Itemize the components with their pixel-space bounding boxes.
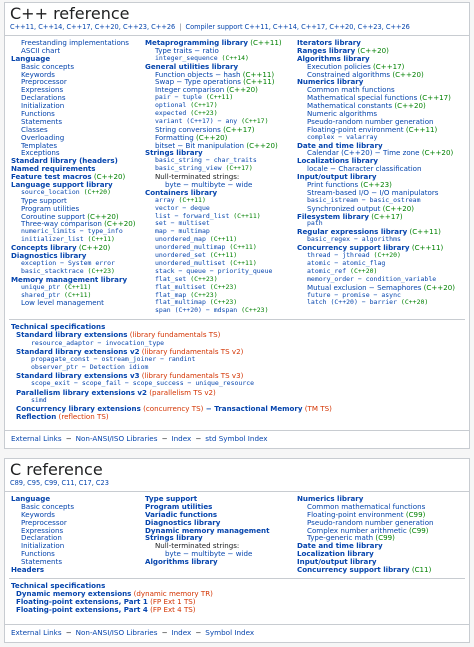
standard-version-badge: (C++23) [237, 306, 269, 315]
c-title: C reference [10, 460, 103, 479]
link-text: Formatting [155, 132, 194, 142]
link-text: Iterators library [297, 39, 361, 47]
standard-version-badge: (C++11) [229, 211, 261, 220]
standard-version-badge: (C++20) [85, 211, 119, 221]
link-text: span (C++20) − mdspan [155, 306, 238, 315]
c-column-1 [11, 495, 145, 574]
footer-link-std-symbol-index[interactable]: std Symbol Index [205, 434, 268, 443]
link-text: Standard library (headers) [11, 156, 118, 166]
link-concurrency-support-library[interactable] [297, 566, 469, 574]
c-columns [5, 492, 469, 574]
link-text: basic_istream − basic_ostream [307, 195, 421, 204]
link-text: Initialization [21, 541, 65, 551]
standard-version-badge: (C++20) [397, 298, 429, 307]
link-text: flat_multiset [155, 282, 206, 291]
link-text: variant (C++17) − any [155, 116, 238, 125]
link-text: flat_map [155, 290, 187, 299]
link-text: Calendar (C++20) − Time zone [307, 148, 420, 158]
link-text: Concurrency support library [297, 243, 410, 253]
link-text: future − promise − async [307, 290, 401, 299]
link-text: Print functions [307, 180, 359, 190]
spec-extra-link[interactable]: − Transactional Memory [203, 404, 303, 414]
ts-badge: (reflection TS) [56, 412, 109, 422]
link-text: Execution policies [307, 61, 371, 71]
cpp-column-2 [145, 39, 297, 315]
link-span-c-20-mdspan[interactable] [145, 307, 297, 315]
link-text: Date and time library [297, 541, 383, 551]
link-algorithms-library[interactable] [145, 558, 297, 566]
spec-text: Parallelism library extensions v2 [16, 387, 147, 397]
link-text: Statements [21, 557, 63, 567]
link-text: Program utilities [21, 203, 80, 213]
link-text: exception − System error [21, 258, 115, 267]
spec-text: Technical specifications [11, 580, 106, 590]
link-text: Type support [21, 195, 67, 205]
standard-version-badge: (C++20) [101, 219, 136, 229]
link-text: Memory management library [11, 274, 128, 284]
c-footer [5, 624, 469, 642]
footer-link-non-ansi-iso-libraries[interactable]: Non-ANSI/ISO Libraries [75, 628, 158, 637]
link-text: memory_order − condition_variable [307, 274, 437, 283]
link-text: Concurrency support library [297, 565, 410, 574]
link-text: unordered_multiset [155, 258, 226, 267]
standard-version-badge: (C++20) [193, 132, 228, 142]
link-text: Input/output library [297, 557, 377, 567]
link-text: Common math functions [307, 85, 395, 95]
standard-version-badge: (C++20) [419, 148, 454, 158]
footer-link-index[interactable]: Index [171, 434, 192, 443]
standard-version-badge: (C++23) [186, 290, 218, 299]
spec-text: Concurrency library extensions [16, 404, 141, 414]
standard-version-badge: (C++17) [417, 93, 451, 103]
footer-link-index[interactable]: Index [171, 628, 192, 637]
standard-version-badge: (C++20) [224, 85, 258, 95]
cpp-technical-specifications [5, 320, 469, 423]
spec-text: scope_exit − scope_fail − scope_success − unique_resource [31, 379, 255, 388]
footer-link-external-links[interactable]: External Links [11, 628, 62, 637]
link-text: Swap − Type operations [155, 77, 241, 87]
standard-version-badge: (C++11) [409, 243, 444, 253]
link-text: Headers [11, 565, 45, 574]
link-text: unordered_multimap [155, 243, 226, 252]
standard-version-badge: (C++23) [358, 180, 392, 190]
footer-separator: − [65, 434, 72, 443]
link-text: unordered_map [155, 235, 206, 244]
link-text: Named requirements [11, 164, 96, 174]
link-text: Variadic functions [145, 509, 218, 519]
link-text: latch (C++20) − barrier [307, 298, 398, 307]
link-text: numeric_limits − type_info [21, 227, 123, 236]
link-text: Metaprogramming library [145, 39, 249, 47]
link-text: Integer comparison [155, 85, 225, 95]
c-standards[interactable]: C89, C95, C99, C11, C17, C23 [10, 479, 109, 487]
link-text: Statements [21, 116, 63, 126]
spec-text: Dynamic memory extensions [16, 589, 132, 599]
link-text: Constrained algorithms [307, 69, 391, 79]
c-column-2 [145, 495, 297, 574]
link-text: unordered_set [155, 251, 206, 260]
link-text: General utilities library [145, 61, 239, 71]
spec-text: simd [31, 395, 47, 404]
standard-version-badge: (C++14) [217, 53, 249, 62]
footer-separator: − [161, 434, 168, 443]
link-text: Diagnostics library [145, 517, 221, 527]
link-text: Synchronized output [307, 203, 381, 213]
link-text: stack − queue − priority_queue [155, 266, 273, 275]
link-text: shared_ptr [21, 290, 61, 299]
standard-version-badge: (C++17) [237, 116, 269, 125]
cpp-column-1 [11, 39, 145, 315]
footer-link-external-links[interactable]: External Links [11, 434, 62, 443]
link-text: unique_ptr [21, 282, 61, 291]
link-text: Type traits − ratio [155, 45, 219, 55]
link-text: Classes [21, 124, 48, 134]
cpp-column-3 [297, 39, 469, 315]
link-text: Three-way comparison [21, 219, 102, 229]
link-text: Templates [21, 140, 58, 150]
standard-version-badge: (C++11) [205, 251, 238, 260]
standard-version-badge: (C99) [373, 533, 395, 543]
link-text: Numerics library [297, 77, 364, 87]
spec-text: Standard library extensions v3 [16, 371, 140, 381]
link-text: byte − multibyte − wide [165, 549, 253, 559]
standard-version-badge: (C++20) [346, 266, 378, 275]
link-text: Dynamic memory management [145, 525, 270, 535]
standards-separator: | [179, 23, 182, 31]
link-text: byte − multibyte − wide [165, 180, 253, 190]
standard-version-badge: (C++11) [205, 235, 238, 244]
link-text: Strings library [145, 148, 203, 158]
standard-version-badge: (C++20) [390, 69, 424, 79]
standard-version-badge: (C++11) [60, 282, 92, 291]
link-text: Low level management [21, 298, 104, 308]
link-text: Filesystem library [297, 211, 370, 221]
cpp-standards-bar [5, 23, 469, 36]
standard-version-badge: (C++20) [380, 203, 415, 213]
link-text: Type-generic math [307, 533, 374, 543]
spec-text: Floating-point extensions, Part 4 [16, 605, 148, 615]
link-text: flat_set [155, 274, 187, 283]
standard-version-badge: (C++20) [421, 282, 456, 292]
link-headers[interactable] [11, 566, 145, 574]
link-text: path [307, 219, 323, 228]
ts-badge: (library fundamentals TS v3) [139, 371, 244, 381]
link-text: source_location [21, 187, 80, 196]
link-text: Exceptions [21, 148, 60, 158]
footer-link-non-ansi-iso-libraries[interactable]: Non-ANSI/ISO Libraries [75, 434, 158, 443]
link-text: Localization library [297, 549, 374, 559]
link-text: thread − jthread [307, 251, 370, 260]
link-text: Preprocessor [21, 77, 67, 87]
standard-version-badge: (C++11) [174, 195, 206, 204]
link-text: Pseudo-random number generation [307, 116, 434, 126]
spec-text: Floating-point extensions, Part 1 [16, 597, 148, 607]
ts-badge: (concurrency TS) [140, 404, 204, 414]
standard-version-badge: (C++17) [186, 101, 218, 110]
link-text: Algorithms library [297, 53, 370, 63]
cpp-compiler-support[interactable]: Compiler support C++11, C++14, C++17, C++20, C++23, C++26 [185, 23, 410, 31]
link-text: Input/output library [297, 172, 377, 182]
link-text: Language support library [11, 180, 113, 190]
spec-text: Technical specifications [11, 322, 106, 332]
link-text: complex − valarray [307, 132, 378, 141]
spec-floating-point-extensions-part-4[interactable] [11, 606, 465, 614]
link-text: locale − Character classification [307, 164, 422, 174]
standard-version-badge: (C++11) [240, 69, 275, 79]
standard-version-badge: (C++20) [355, 45, 389, 55]
spec-text: Standard library extensions [16, 330, 128, 340]
c-column-3 [297, 495, 469, 574]
c-standards-bar [5, 479, 469, 492]
cpp-columns [5, 36, 469, 315]
standard-version-badge: (C++20) [76, 243, 111, 253]
link-text: Initialization [21, 101, 65, 111]
cpp-footer [5, 430, 469, 448]
link-text: Freestanding implementations [21, 39, 130, 47]
link-text: Language [11, 495, 51, 503]
link-text: initializer_list [21, 235, 84, 244]
footer-separator: − [65, 628, 72, 637]
spec-parallelism-library-extensions-v2[interactable] [11, 389, 465, 397]
standard-version-badge: (C++11) [60, 290, 92, 299]
link-low-level-management[interactable] [11, 299, 145, 307]
ts-badge: (library fundamentals TS) [127, 330, 221, 340]
standard-version-badge: (C++23) [205, 298, 238, 307]
link-text: Floating-point environment [307, 124, 404, 134]
link-text: Algorithms library [145, 557, 218, 567]
link-text: Ranges library [297, 45, 356, 55]
standard-version-badge: (C99) [403, 509, 426, 519]
standard-version-badge: (C++11) [83, 235, 115, 244]
ts-badge: (parallelism TS v2) [147, 387, 216, 397]
spec-text: resource_adaptor − invocation_type [31, 338, 165, 347]
standard-version-badge: (C++11) [403, 124, 438, 134]
link-text: Coroutine support [21, 211, 85, 221]
link-text: Strings library [145, 533, 203, 543]
link-text: Expressions [21, 85, 64, 95]
footer-separator: − [195, 628, 202, 637]
link-text: basic_stacktrace [21, 266, 84, 275]
link-text: ASCII chart [21, 45, 61, 55]
ts-badge: (library fundamentals TS v2) [139, 346, 244, 356]
link-text: atomic − atomic_flag [307, 258, 386, 267]
link-text: pair − tuple [155, 93, 202, 102]
standard-version-badge: (C++11) [201, 93, 234, 102]
link-text: Keywords [21, 69, 55, 79]
link-text: Overloading [21, 132, 65, 142]
cpp-reference-panel [4, 2, 470, 449]
standard-version-badge: (C++11) [240, 77, 275, 87]
link-text: basic_string − char_traits [155, 156, 257, 165]
spec-reflection[interactable] [11, 413, 465, 421]
link-text: String conversions [155, 124, 221, 134]
standard-version-badge: (C++11) [248, 39, 282, 47]
link-text: Numeric algorithms [307, 109, 378, 119]
link-text: Declarations [21, 93, 66, 103]
link-text: Stream-based I/O − I/O manipulators [307, 187, 439, 197]
standard-version-badge: (C++23) [186, 274, 218, 283]
standard-version-badge: (C++17) [220, 124, 255, 134]
link-text: optional [155, 101, 187, 110]
link-text: Type support [145, 495, 198, 503]
link-text: set − multiset [155, 219, 210, 228]
footer-link-symbol-index[interactable]: Symbol Index [205, 628, 255, 637]
cpp-title: C++ reference [10, 4, 130, 23]
link-text: Null-terminated strings: [155, 541, 240, 551]
link-text: Basic concepts [21, 61, 75, 71]
link-text: Functions [21, 109, 55, 119]
standard-version-badge: (C++20) [91, 172, 126, 182]
link-text: Common mathematical functions [307, 501, 426, 511]
link-text: Concepts library [11, 243, 77, 253]
link-text: Declaration [21, 533, 62, 543]
standard-version-badge: (C++11) [407, 227, 441, 237]
link-text: Keywords [21, 509, 55, 519]
spec-text: Standard library extensions v2 [16, 346, 140, 356]
link-text: list − forward_list [155, 211, 230, 220]
standard-version-badge: (C11) [409, 565, 432, 574]
standard-version-badge: (C99) [406, 525, 429, 535]
link-text: Mathematical special functions [307, 93, 418, 103]
spec-text: Reflection [16, 412, 57, 422]
standard-version-badge: (C++11) [225, 243, 257, 252]
link-text: expected [155, 109, 187, 118]
standard-version-badge: (C++20) [369, 251, 401, 260]
link-text: Mathematical constants [307, 101, 393, 111]
link-text: bitset − Bit manipulation [155, 140, 245, 150]
link-text: atomic_ref [307, 266, 347, 275]
spec-text: propagate_const − ostream_joiner − randint [31, 354, 196, 363]
c-reference-panel [4, 458, 470, 643]
link-text: Pseudo-random number generation [307, 517, 434, 527]
cpp-standards[interactable]: C++11, C++14, C++17, C++20, C++23, C++26 [10, 23, 176, 31]
footer-separator: − [161, 628, 168, 637]
standard-version-badge: (C++20) [392, 101, 426, 111]
link-text: Function objects − hash [155, 69, 241, 79]
link-text: Regular expressions library [297, 227, 408, 237]
ts-badge: (TM TS) [302, 404, 332, 414]
link-latch-c-20-barrier[interactable] [297, 299, 469, 307]
link-text: basic_regex − algorithms [307, 235, 401, 244]
link-text: Language [11, 53, 51, 63]
link-text: Functions [21, 549, 55, 559]
link-text: Null-terminated strings: [155, 172, 240, 182]
link-text: Localizations library [297, 156, 378, 166]
link-text: map − multimap [155, 227, 210, 236]
link-text: Diagnostics library [11, 251, 87, 261]
link-text: Date and time library [297, 140, 383, 150]
ts-badge: (FP Ext 1 TS) [147, 597, 196, 607]
link-text: Containers library [145, 187, 218, 197]
link-text: Floating-point environment [307, 509, 404, 519]
link-text: integer_sequence [155, 53, 218, 62]
footer-separator: − [195, 434, 202, 443]
link-text: array [155, 195, 175, 204]
link-text: flat_multimap [155, 298, 206, 307]
link-text: Feature test macros [11, 172, 92, 182]
link-text: Numerics library [297, 495, 364, 503]
link-text: basic_string_view [155, 164, 222, 173]
standard-version-badge: (C++23) [83, 266, 115, 275]
standard-version-badge: (C++20) [79, 187, 112, 196]
link-text: Expressions [21, 525, 64, 535]
ts-badge: (FP Ext 4 TS) [147, 605, 196, 615]
standard-version-badge: (C++11) [225, 258, 257, 267]
standard-version-badge: (C++20) [244, 140, 278, 150]
standard-version-badge: (C++17) [221, 164, 253, 173]
link-text: Basic concepts [21, 501, 75, 511]
standard-version-badge: (C++23) [186, 109, 218, 118]
standard-version-badge: (C++17) [369, 211, 403, 221]
ts-badge: (dynamic memory TR) [131, 589, 213, 599]
link-text: Mutual exclusion − Semaphores [307, 282, 422, 292]
link-text: Program utilities [145, 501, 213, 511]
spec-text: observer_ptr − Detection idiom [31, 363, 149, 372]
link-text: Preprocessor [21, 517, 67, 527]
standard-version-badge: (C++17) [370, 61, 405, 71]
link-text: vector − deque [155, 203, 210, 212]
standard-version-badge: (C++23) [205, 282, 238, 291]
link-text: Complex number arithmetic [307, 525, 407, 535]
c-technical-specifications [5, 579, 469, 617]
